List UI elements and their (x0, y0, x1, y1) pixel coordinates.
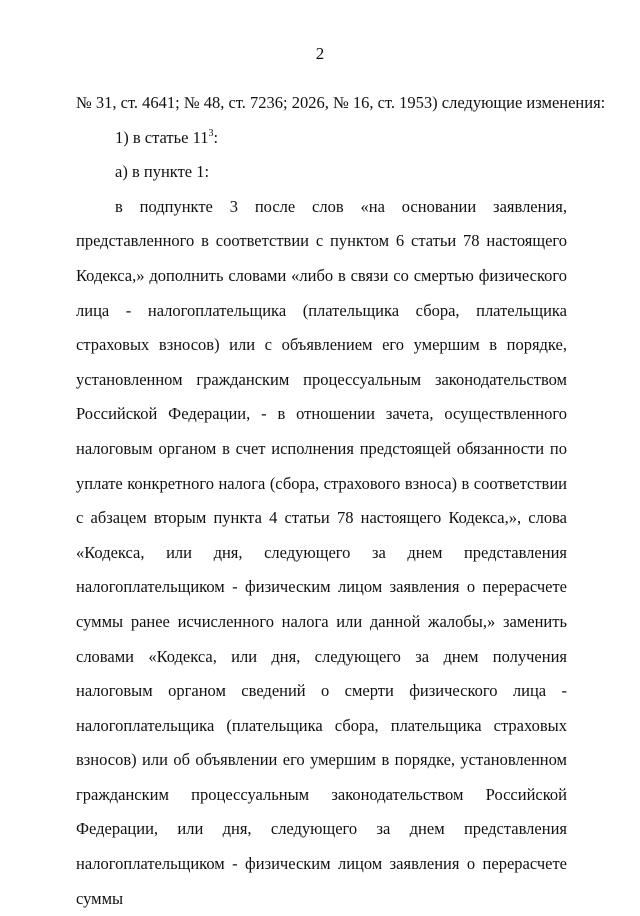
item-1-text: 1) в статье 11 (115, 127, 209, 147)
continuation-paragraph: № 31, ст. 4641; № 48, ст. 7236; 2026, № 16, ст. 1953) следующие изменения: (76, 93, 606, 112)
item-1-colon: : (213, 127, 219, 147)
page-number: 2 (315, 44, 325, 63)
item-a-paragraph: а) в пункте 1: (115, 162, 210, 182)
item-1-paragraph (76, 121, 567, 156)
main-paragraph: в подпункте 3 после слов «на основании заявления, представленного в соответствии с пунктом 6 статьи 78 настоящего Кодекса,» дополнить словами «либо в связи со смертью физического лица - налогоплательщика (плательщика сбора, плательщика страховых взносов) или с объявлением его умершим в порядке, установленном гражданским процессуальным законодательством Российской Федерации, - в отношении зачета, осуществленного налоговым органом в счет исполнения предстоящей обязанности по уплате конкретного налога (сбора, страхового взноса) в соответствии с абзацем вторым пункта 4 статьи 78 настоящего Кодекса,», слова «Кодекса, или дня, следующего за днем представления налогоплательщиком - физическим лицом заявления о перерасчете суммы ранее исчисленного налога или данной жалобы,» заменить словами «Кодекса, или дня, следующего за днем получения налоговым органом сведений о смерти физического лица - налогоплательщика (плательщика сбора, плательщика страховых взносов) или об объявлении его умершим в порядке, установленном гражданским процессуальным законодательством Российской Федерации, или дня, следующего за днем представления налогоплательщиком - физическим лицом заявления о перерасчете суммы (76, 196, 567, 908)
document-body (76, 86, 606, 916)
item-1-superscript: 3 (208, 127, 214, 139)
